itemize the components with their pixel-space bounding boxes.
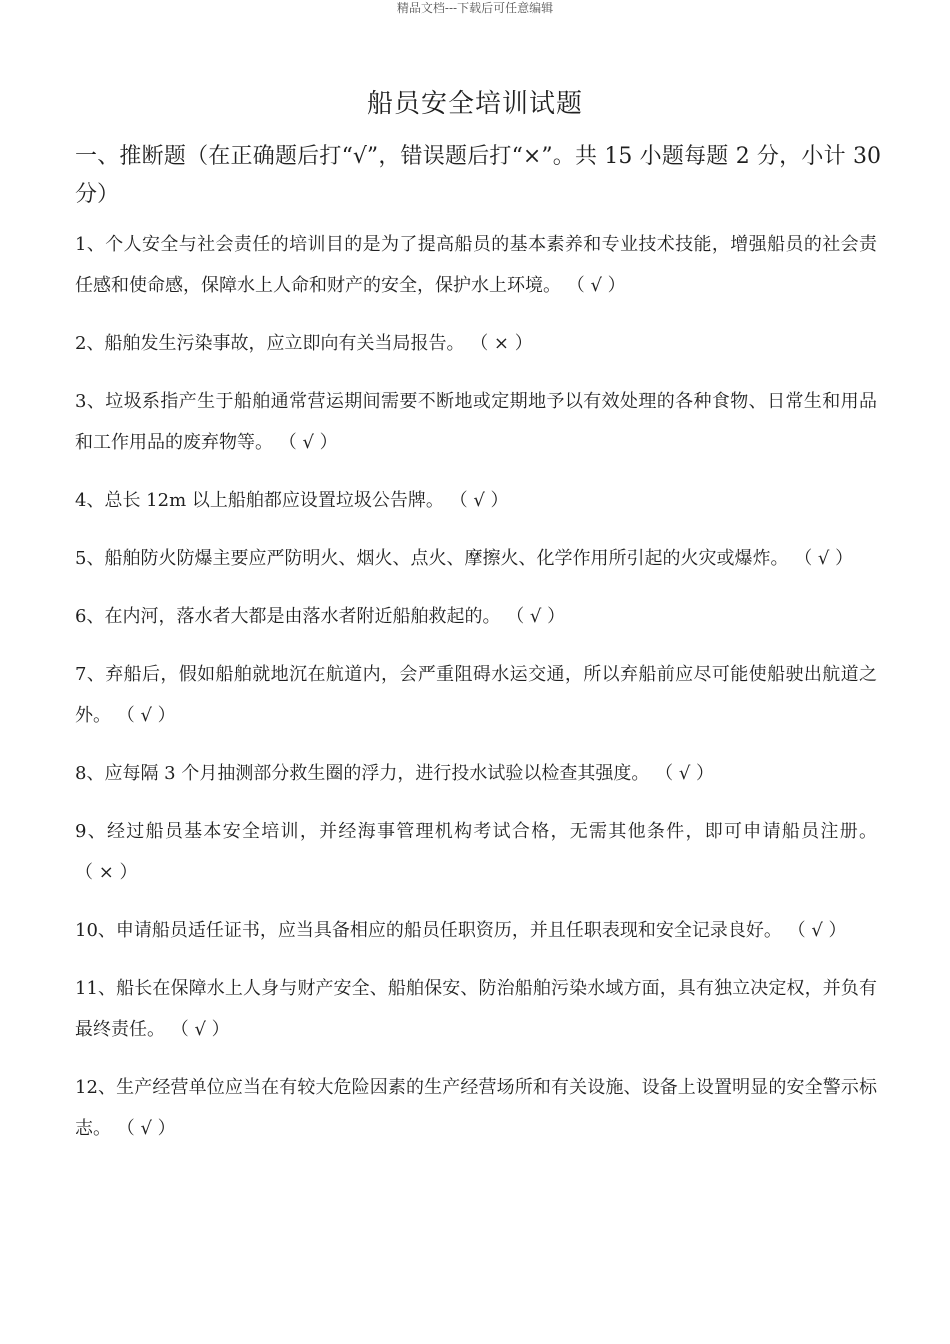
question-item [75,323,877,364]
question-item [75,480,877,521]
question-item [75,654,877,736]
question-text: 11、船长在保障水上人身与财产安全、船舶保安、防治船舶污染水域方面，具有独立决定权，并负有最终责任。 [75,978,877,1040]
document-title: 船员安全培训试题 [366,89,583,119]
question-text: 12、生产经营单位应当在有较大危险因素的生产经营场所和有关设施、设备上设置明显的安全警示标志。 [75,1077,877,1139]
question-item [75,910,877,951]
answer-mark: （ √ ） [794,548,854,569]
answer-mark: （ √ ） [566,275,626,296]
question-text: 9、经过船员基本安全培训，并经海事管理机构考试合格，无需其他条件，即可申请船员注册。 [75,821,877,842]
question-item [75,968,877,1050]
answer-mark: （ × ） [470,333,533,354]
answer-mark: （ √ ） [449,490,509,511]
section-heading: 一、推断题（在正确题后打“√”，错误题后打“×”。共 15 小题每题 2 分，小计 30 分） [75,144,881,207]
answer-mark: （ √ ） [655,763,715,784]
answer-mark: （ √ ） [116,1118,176,1139]
question-item [75,753,877,794]
question-item [75,596,877,637]
question-item [75,224,877,306]
question-text: 2、船舶发生污染事故，应立即向有关当局报告。 [75,333,465,354]
question-item [75,1067,877,1149]
question-text: 5、船舶防火防爆主要应严防明火、烟火、点火、摩擦火、化学作用所引起的火灾或爆炸。 [75,548,789,569]
answer-mark: （ √ ） [116,705,176,726]
answer-mark: （ √ ） [278,432,338,453]
question-text: 10、申请船员适任证书，应当具备相应的船员任职资历，并且任职表现和安全记录良好。 [75,920,782,941]
header-note: 精品文档---下载后可任意编辑 [396,1,554,15]
question-item [75,381,877,463]
question-text: 1、个人安全与社会责任的培训目的是为了提高船员的基本素养和专业技术技能，增强船员的社会责任感和使命感，保障水上人命和财产的安全，保护水上环境。 [75,234,877,296]
question-text: 3、垃圾系指产生于船舶通常营运期间需要不断地或定期地予以有效处理的各种食物、日常生和用品和工作用品的废弃物等。 [75,391,877,453]
question-text: 4、总长 12m 以上船舶都应设置垃圾公告牌。 [75,490,444,511]
answer-mark: （ × ） [75,862,138,883]
question-text: 7、弃船后，假如船舶就地沉在航道内，会严重阻碍水运交通，所以弃船前应尽可能使船驶出航道之外。 [75,664,877,726]
question-item [75,538,877,579]
answer-mark: （ √ ） [787,920,847,941]
question-text: 8、应每隔 3 个月抽测部分救生圈的浮力，进行投水试验以检查其强度。 [75,763,650,784]
question-list [75,224,877,1166]
question-text: 6、在内河，落水者大都是由落水者附近船舶救起的。 [75,606,501,627]
answer-mark: （ √ ） [170,1019,230,1040]
question-item [75,811,877,893]
answer-mark: （ √ ） [506,606,566,627]
